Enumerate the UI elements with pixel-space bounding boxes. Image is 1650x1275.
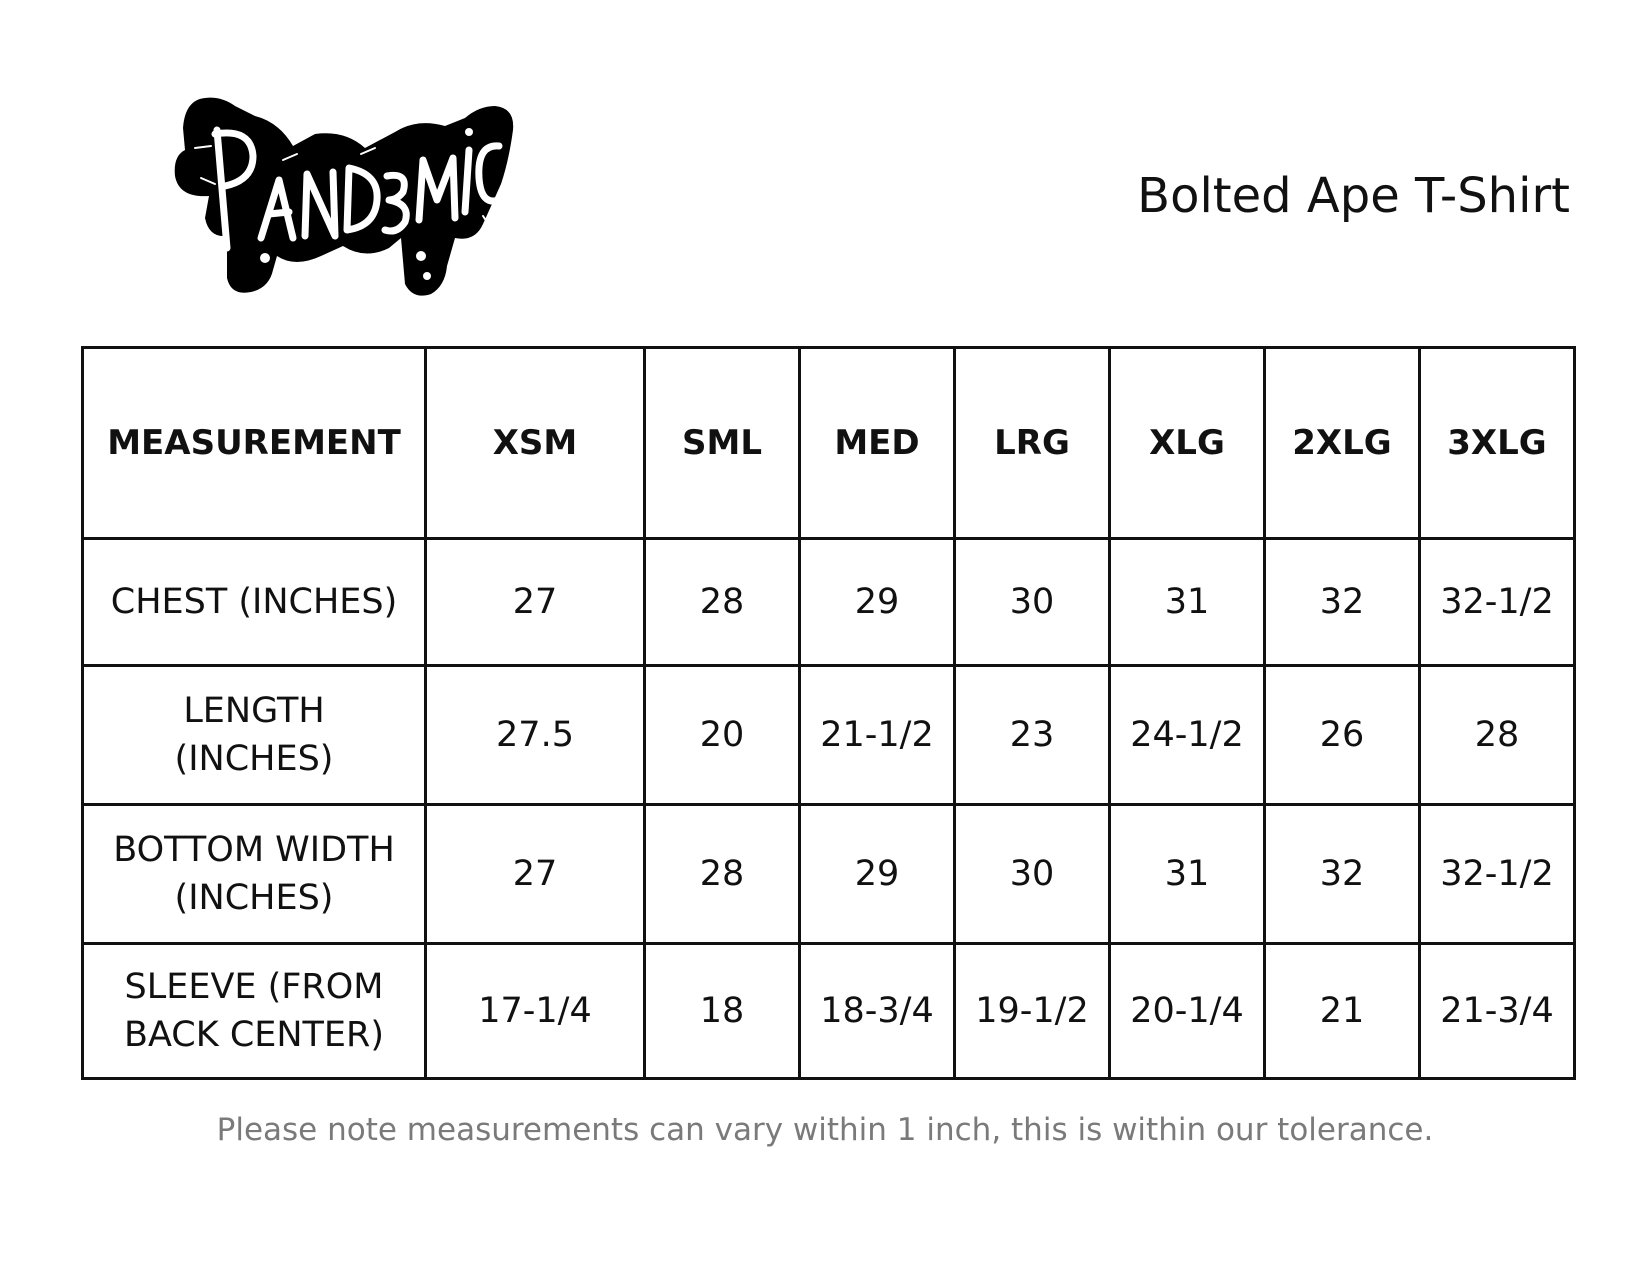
table-cell: 17-1/4 bbox=[426, 944, 645, 1079]
table-cell: 26 bbox=[1265, 666, 1420, 805]
header-3xlg: 3XLG bbox=[1420, 348, 1575, 539]
row-label: LENGTH (INCHES) bbox=[83, 666, 426, 805]
table-cell: 27 bbox=[426, 805, 645, 944]
table-cell: 28 bbox=[645, 539, 800, 666]
table-cell: 29 bbox=[800, 805, 955, 944]
table-cell: 21-3/4 bbox=[1420, 944, 1575, 1079]
table-cell: 27 bbox=[426, 539, 645, 666]
table-cell: 31 bbox=[1110, 539, 1265, 666]
table-cell: 30 bbox=[955, 805, 1110, 944]
header-sml: SML bbox=[645, 348, 800, 539]
table-cell: 20 bbox=[645, 666, 800, 805]
table-cell: 32-1/2 bbox=[1420, 539, 1575, 666]
table-cell: 28 bbox=[1420, 666, 1575, 805]
row-label: SLEEVE (FROM BACK CENTER) bbox=[83, 944, 426, 1079]
table-cell: 30 bbox=[955, 539, 1110, 666]
table-cell: 21-1/2 bbox=[800, 666, 955, 805]
table-cell: 32-1/2 bbox=[1420, 805, 1575, 944]
product-title: Bolted Ape T-Shirt bbox=[1137, 168, 1570, 224]
header-med: MED bbox=[800, 348, 955, 539]
table-cell: 32 bbox=[1265, 539, 1420, 666]
table-row-bottom-width bbox=[83, 805, 1575, 944]
header-lrg: LRG bbox=[955, 348, 1110, 539]
table-cell: 27.5 bbox=[426, 666, 645, 805]
table-cell: 18 bbox=[645, 944, 800, 1079]
tolerance-note: Please note measurements can vary within 1 inch, this is within our tolerance. bbox=[216, 1112, 1434, 1148]
header-xlg: XLG bbox=[1110, 348, 1265, 539]
table-cell: 21 bbox=[1265, 944, 1420, 1079]
table-row-sleeve bbox=[83, 944, 1575, 1079]
header-row bbox=[83, 348, 1575, 539]
row-label: BOTTOM WIDTH (INCHES) bbox=[83, 805, 426, 944]
table-cell: 18-3/4 bbox=[800, 944, 955, 1079]
header-2xlg: 2XLG bbox=[1265, 348, 1420, 539]
row-label: CHEST (INCHES) bbox=[83, 539, 426, 666]
table-row-length bbox=[83, 666, 1575, 805]
table-cell: 19-1/2 bbox=[955, 944, 1110, 1079]
table-cell: 20-1/4 bbox=[1110, 944, 1265, 1079]
size-chart-table bbox=[81, 346, 1576, 1080]
table-row-chest bbox=[83, 539, 1575, 666]
table-cell: 23 bbox=[955, 666, 1110, 805]
table-cell: 31 bbox=[1110, 805, 1265, 944]
table-cell: 32 bbox=[1265, 805, 1420, 944]
header-measurement: MEASUREMENT bbox=[83, 348, 426, 539]
header-xsm: XSM bbox=[426, 348, 645, 539]
table-cell: 29 bbox=[800, 539, 955, 666]
table-cell: 24-1/2 bbox=[1110, 666, 1265, 805]
table-cell: 28 bbox=[645, 805, 800, 944]
brand-logo bbox=[165, 88, 525, 303]
